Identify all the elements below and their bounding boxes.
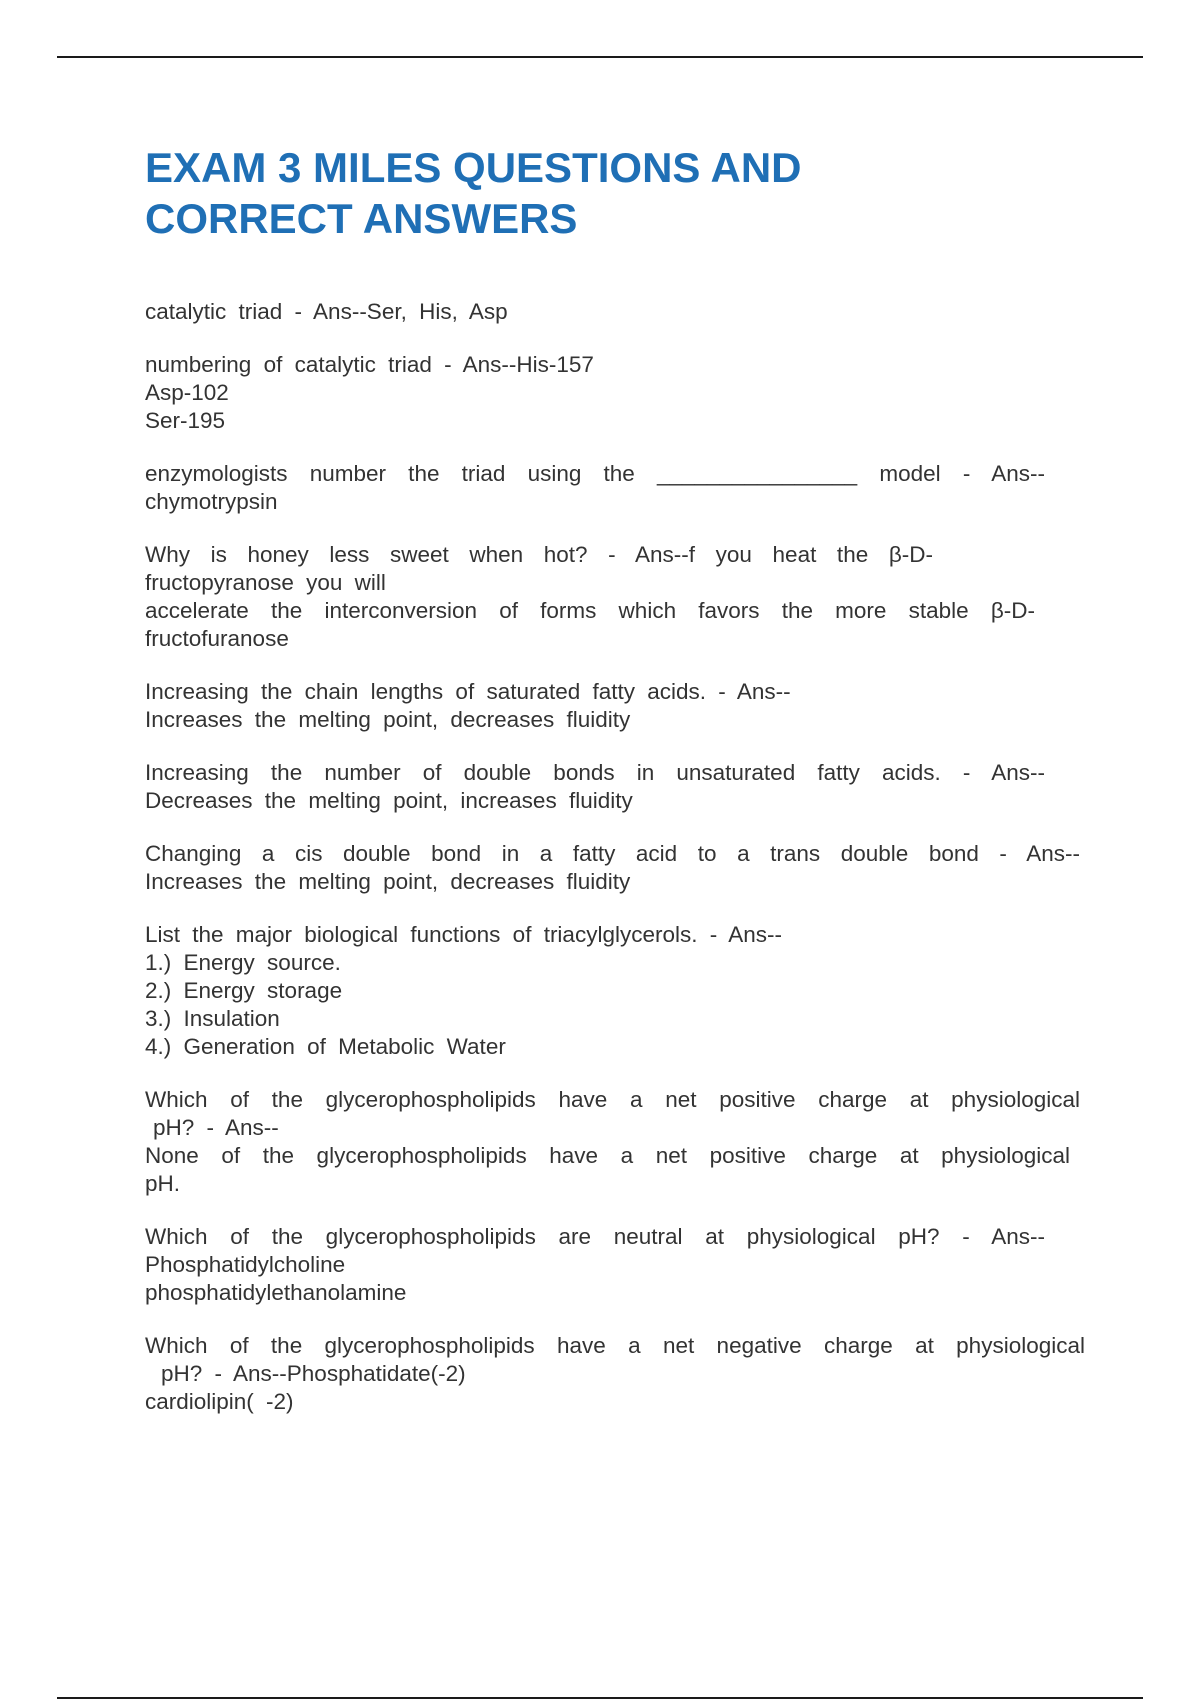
qa-line: chymotrypsin [145,489,278,514]
qa-line: catalytic triad - Ans--Ser, His, Asp [145,299,508,324]
qa-line: Decreases the melting point, increases fluidity [145,788,633,813]
qa-item-chain-length [145,678,1095,734]
qa-line: phosphatidylethanolamine [145,1280,407,1305]
document-title [145,142,905,244]
qa-line: numbering of catalytic triad - Ans--His-157 [145,352,594,377]
qa-item-double-bonds [145,759,1095,815]
qa-item-neutral [145,1223,1095,1307]
qa-line: Increasing the number of double bonds in unsaturated fatty acids. - Ans-- [145,760,1045,785]
qa-item-enzymologists [145,460,1095,516]
qa-line: List the major biological functions of triacylglycerols. - Ans-- [145,922,782,947]
qa-line: pH? - Ans--Phosphatidate(-2) [161,1361,466,1386]
qa-line: Phosphatidylcholine [145,1252,346,1277]
qa-line: enzymologists number the triad using the ________________ model - Ans-- [145,461,1045,486]
qa-list [145,298,1095,1416]
qa-item-catalytic-triad [145,298,1095,326]
title-line-2: CORRECT ANSWERS [145,195,578,242]
qa-line: Which of the glycerophospholipids have a net positive charge at physiological [145,1087,1080,1112]
qa-line: Which of the glycerophospholipids are neutral at physiological pH? - Ans-- [145,1224,1045,1249]
qa-line: 1.) Energy source. [145,950,341,975]
qa-line: Which of the glycerophospholipids have a net negative charge at physiological [145,1333,1085,1358]
qa-line: 3.) Insulation [145,1006,280,1031]
qa-item-triacylglycerols [145,921,1095,1061]
top-rule [57,56,1143,58]
qa-item-honey [145,541,1095,653]
qa-line: Increases the melting point, decreases fluidity [145,707,631,732]
qa-line: Increasing the chain lengths of saturated fatty acids. - Ans-- [145,679,791,704]
bottom-rule [57,1697,1143,1699]
qa-item-negative-charge [145,1332,1095,1416]
qa-line: pH? - Ans-- [153,1115,279,1140]
qa-line: Asp-102 [145,380,229,405]
qa-item-positive-charge [145,1086,1095,1198]
qa-line: fructopyranose you will [145,570,386,595]
qa-line: Ser-195 [145,408,226,433]
qa-line: 2.) Energy storage [145,978,343,1003]
qa-line: Changing a cis double bond in a fatty acid to a trans double bond - Ans-- [145,841,1080,866]
qa-item-numbering-triad [145,351,1095,435]
document-body [145,142,1095,1441]
qa-line: None of the glycerophospholipids have a net positive charge at physiological [145,1143,1070,1168]
qa-line: 4.) Generation of Metabolic Water [145,1034,506,1059]
qa-line: fructofuranose [145,626,289,651]
qa-line: Increases the melting point, decreases fluidity [145,869,631,894]
qa-line: cardiolipin( -2) [145,1389,294,1414]
qa-item-cis-trans [145,840,1095,896]
qa-line: Why is honey less sweet when hot? - Ans--f you heat the β-D- [145,542,933,567]
title-line-1: EXAM 3 MILES QUESTIONS AND [145,144,802,191]
qa-line: pH. [145,1171,181,1196]
qa-line: accelerate the interconversion of forms which favors the more stable β-D- [145,598,1035,623]
